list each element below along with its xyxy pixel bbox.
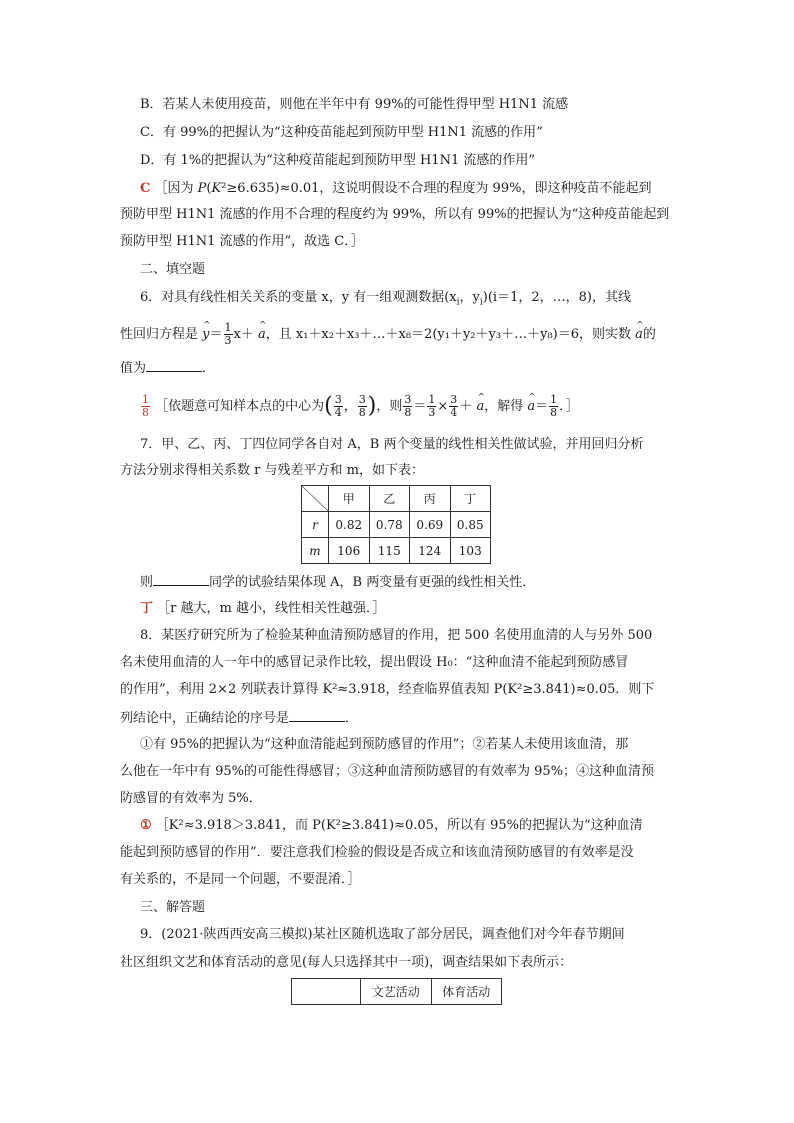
q9-line1: 9．(2021·陕西西安高三模拟)某社区随机选取了部分居民，调查他们对今年春节期间: [140, 927, 625, 942]
table-cell: 106: [329, 538, 370, 564]
answer-blank: [146, 360, 202, 372]
table-header-row: [302, 486, 491, 512]
q5-explanation-line2: 预防甲型 H1N1 流感的作用不合理的程度约为 99%，所以有 99%的把握认为“这种疫苗能起到: [120, 207, 670, 222]
answer-blank: [153, 574, 209, 586]
option-b: B．若某人未使用疫苗，则他在半年中有 99%的可能性得甲型 H1N1 流感: [140, 97, 569, 112]
q7-line1: 7．甲、乙、丙、丁四位同学各自对 A，B 两个变量的线性相关性做试验，并用回归分析: [140, 437, 644, 452]
row-label: r: [302, 512, 329, 538]
q9-line2: 社区组织文艺和体育活动的意见(每人只选择其中一项)，调查结果如下表所示：: [120, 955, 573, 970]
table-cell: 0.69: [410, 512, 451, 538]
q7-explanation: 丁 ［r 越大，m 越小，线性相关性越强．］: [140, 601, 386, 616]
row-label: m: [302, 538, 329, 564]
q6-explanation: $\frac{1}{8}$ ［依题意可知样本点的中心为( $\frac{3}{4}$ ， $\frac{3}{8}$ )，则 $\frac{3}{8}$ ＝ $\frac{1}{3}$ × $\frac{3}{4}$ ＋ ^ a，解得 ^ a＝ $\frac{1}{8}$ ．］: [140, 394, 579, 419]
section-heading-solve: 三、解答题: [140, 900, 206, 915]
q7-line2: 方法分别求得相关系数 r 与残差平方和 m，如下表：: [120, 463, 424, 478]
table-cell: 115: [369, 538, 410, 564]
table-cell: 0.82: [329, 512, 370, 538]
q7-table: [301, 485, 491, 564]
q9-table: [291, 978, 502, 1005]
q8-line4: 列结论中，正确结论的序号是 ．: [120, 711, 359, 726]
q5-answer: C: [140, 181, 151, 196]
table-row: [302, 538, 491, 564]
answer-blank: [289, 710, 345, 722]
table-header-row: [292, 979, 502, 1005]
table-header-cell: 甲: [329, 486, 370, 512]
q8-answer: ①: [140, 818, 152, 833]
q8-explanation-line2: 能起到预防感冒的作用”．要注意我们检验的假设是否成立和该血清预防感冒的有效率是没: [120, 845, 634, 860]
table-header-cell: [292, 979, 361, 1005]
q8-option-line2: 么他在一年中有 95%的可能性得感冒；③这种血清预防感冒的有效率为 95%；④这种血清预: [120, 764, 655, 779]
q6-line1: 6．对具有线性相关关系的变量 x，y 有一组观测数据($x_i$，$y_i)(i=1$，2，…，8)，其线: [140, 290, 631, 308]
table-row: [302, 512, 491, 538]
q8-explanation-line3: 有关系的，不是同一个问题，不要混淆．］: [120, 872, 361, 887]
table-cell: 103: [450, 538, 491, 564]
q8-option-line1: ①有 95%的把握认为“这种血清能起到预防感冒的作用”；②若某人未使用该血清，那: [140, 737, 629, 752]
table-header-cell: 文艺活动: [361, 979, 432, 1005]
table-header-cell: 乙: [369, 486, 410, 512]
q8-explanation-line1: ① ［K²≈3.918＞3.841，而 P(K²≥3.841)≈0.05，所以有 95%的把握认为“这种血清: [140, 818, 643, 833]
table-header-cell: 丙: [410, 486, 451, 512]
option-d: D．有 1%的把握认为“这种疫苗能起到预防甲型 H1N1 流感的作用”: [140, 153, 535, 168]
q7-line3: 则 同学的试验结果体现 A，B 两变量有更强的线性相关性．: [140, 575, 536, 590]
q6-line3: 值为 ．: [120, 361, 216, 376]
table-cell: 124: [410, 538, 451, 564]
option-c: C．有 99%的把握认为“这种疫苗能起到预防甲型 H1N1 流感的作用”: [140, 125, 543, 140]
q8-line3: 的作用”，利用 2×2 列联表计算得 K²≈3.918，经查临界值表知 P(K²≥3.841)≈0.05．则下: [120, 682, 655, 697]
fraction-one-third: $\frac{1}{3}$: [224, 321, 232, 347]
table-cell: 0.85: [450, 512, 491, 538]
table-header-cell: 丁: [450, 486, 491, 512]
q8-option-line3: 防感冒的有效率为 5%．: [120, 791, 262, 806]
section-heading-fill-in: 二、填空题: [140, 262, 206, 277]
q8-line2: 名未使用血清的人一年中的感冒记录作比较，提出假设 H₀：“这种血清不能起到预防感冒: [120, 655, 629, 670]
q7-answer: 丁: [140, 601, 154, 616]
q6-line2: 性回归方程是 ^ y＝ $\frac{1}{3}$ x＋ ^ a，且 x₁＋x₂＋x₃＋…＋x₈＝2(y₁＋y₂＋y₃＋…＋y₈)＝6，则实数 ^ a的: [120, 322, 656, 347]
q8-line1: 8．某医疗研究所为了检验某种血清预防感冒的作用，把 500 名使用血清的人与另外 500: [140, 628, 653, 643]
table-header-cell: 体育活动: [431, 979, 502, 1005]
q6-answer: $\frac{1}{8}$: [142, 393, 149, 419]
table-cell: 0.78: [369, 512, 410, 538]
table-corner-cell: [302, 486, 329, 512]
q5-explanation-line3: 预防甲型 H1N1 流感的作用”，故选 C．］: [120, 234, 364, 249]
q5-explanation-line1: C ［因为 P(K²≥6.635)≈0.01，这说明假设不合理的程度为 99%，即这种疫苗不能起到: [140, 181, 652, 196]
